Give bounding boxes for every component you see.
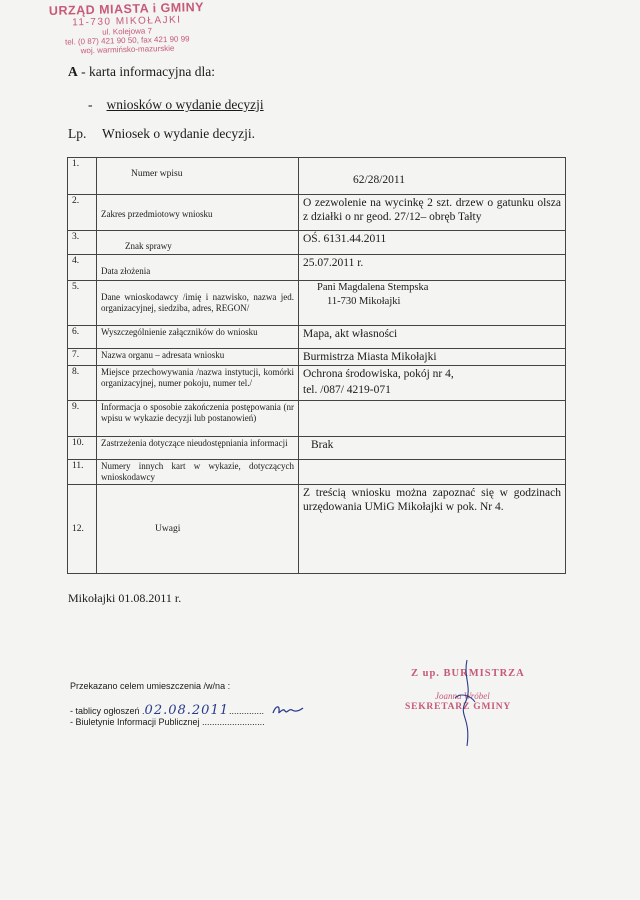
row-label: Miejsce przechowywania /nazwa instytucji, komórki organizacyjnej, numer pokoju, numer tel./	[97, 366, 299, 401]
lp-text: Wniosek o wydanie decyzji.	[102, 126, 255, 141]
row-label: Numer wpisu	[97, 158, 299, 195]
row-value: OŚ. 6131.44.2011	[299, 231, 566, 255]
row-label: Numery innych kart w wykazie, dotyczących wnioskodawcy	[97, 460, 299, 485]
row-label: Dane wnioskodawcy /imię i nazwisko, nazwa jed. organizacyjnej, siedziba, adres, REGON/	[97, 281, 299, 326]
notice-board-line	[70, 703, 305, 718]
row-value	[299, 460, 566, 485]
row-value: Burmistrza Miasta Mikołajki	[299, 349, 566, 366]
row-value: Z treścią wniosku można zapoznać się w godzinach urzędowania UMiG Mikołajki w pok. Nr 4.	[299, 485, 566, 574]
row-number: 11.	[68, 460, 97, 485]
table-row	[68, 281, 566, 326]
row-number: 3.	[68, 231, 97, 255]
applicant-name: Pani Magdalena Stempska	[317, 282, 429, 293]
stamp-line-3: ul. Kolejowa 7	[102, 26, 153, 37]
heading-letter: A	[68, 64, 78, 79]
row-label: Znak sprawy	[97, 231, 299, 255]
table-row	[68, 349, 566, 366]
row-value: Mapa, akt własności	[299, 326, 566, 349]
row-label: Wyszczególnienie załączników do wniosku	[97, 326, 299, 349]
heading-text: - karta informacyjna dla:	[77, 64, 215, 79]
row-value: 62/28/2011	[299, 158, 566, 195]
row-number: 5.	[68, 281, 97, 326]
row-label: Nazwa organu – adresata wniosku	[97, 349, 299, 366]
table-row	[68, 485, 566, 574]
row-value: 25.07.2011 r.	[299, 255, 566, 281]
row-label: Informacja o sposobie zakończenia postępowania (nr wpisu w wykazie decyzji lub postanowień)	[97, 401, 299, 437]
row-number: 8.	[68, 366, 97, 401]
office-stamp	[31, 0, 222, 56]
bip-line: - Biuletynie Informacji Publicznej .........................	[70, 717, 265, 727]
row-label: Zakres przedmiotowy wniosku	[97, 195, 299, 231]
table-row	[68, 255, 566, 281]
row-label: Data złożenia	[97, 255, 299, 281]
row-number: 6.	[68, 326, 97, 349]
lp-line	[68, 126, 255, 142]
notice-board-label: - tablicy ogłoszeń .	[70, 706, 145, 716]
card-type-text: wniosków o wydanie decyzji	[106, 97, 264, 112]
bullet-dash: -	[88, 97, 93, 112]
row-number: 12.	[68, 485, 97, 574]
row-number: 1.	[68, 158, 97, 195]
row-number: 9.	[68, 401, 97, 437]
card-heading	[68, 64, 215, 80]
row-value: O zezwolenie na wycinkę 2 szt. drzew o gatunku olsza z działki o nr geod. 27/12– obręb Tałty	[299, 195, 566, 231]
table-row	[68, 366, 566, 401]
handwritten-date: 02.08.2011	[144, 703, 229, 718]
stamp-line-4: tel. (0 87) 421 90 50, fax 421 90 99	[64, 34, 190, 47]
lp-label: Lp.	[68, 126, 87, 141]
initials-signature-icon	[271, 703, 305, 717]
row-label: Zastrzeżenia dotyczące nieudostępniania informacji	[97, 437, 299, 460]
sign-stamp-line-2: Joanna Wróbel	[435, 691, 490, 701]
stamp-line-1: URZĄD MIASTA i GMINY	[48, 0, 205, 19]
signature-stamp	[405, 668, 535, 712]
sign-stamp-line-1: Z up. BURMISTRZA	[411, 668, 525, 679]
table-row	[68, 437, 566, 460]
stamp-line-2: 11-730 MIKOŁAJKI	[71, 14, 182, 29]
table-row	[68, 195, 566, 231]
row-number: 7.	[68, 349, 97, 366]
table-row	[68, 326, 566, 349]
card-type-line	[88, 97, 264, 113]
storage-place: Ochrona środowiska, pokój nr 4,	[303, 368, 454, 380]
sign-stamp-line-3: SEKRETARZ GMINY	[405, 702, 512, 712]
row-number: 4.	[68, 255, 97, 281]
handwritten-signature-icon	[445, 658, 485, 748]
row-value	[299, 366, 566, 401]
notice-board-dots: ..............	[228, 706, 264, 716]
table-row	[68, 401, 566, 437]
transfer-intro: Przekazano celem umieszczenia /w/na :	[70, 681, 231, 691]
stamp-line-5: woj. warmińsko-mazurskie	[80, 43, 175, 56]
row-number: 2.	[68, 195, 97, 231]
table-row	[68, 231, 566, 255]
row-value: Brak	[299, 437, 566, 460]
row-label: Uwagi	[97, 485, 299, 574]
row-value	[299, 401, 566, 437]
register-table	[67, 157, 566, 574]
row-value	[299, 281, 566, 326]
place-and-date: Mikołajki 01.08.2011 r.	[68, 591, 182, 605]
table-row	[68, 158, 566, 195]
row-number: 10.	[68, 437, 97, 460]
storage-phone: tel. /087/ 4219-071	[303, 384, 391, 396]
table-row	[68, 460, 566, 485]
applicant-address: 11-730 Mikołajki	[327, 296, 401, 307]
